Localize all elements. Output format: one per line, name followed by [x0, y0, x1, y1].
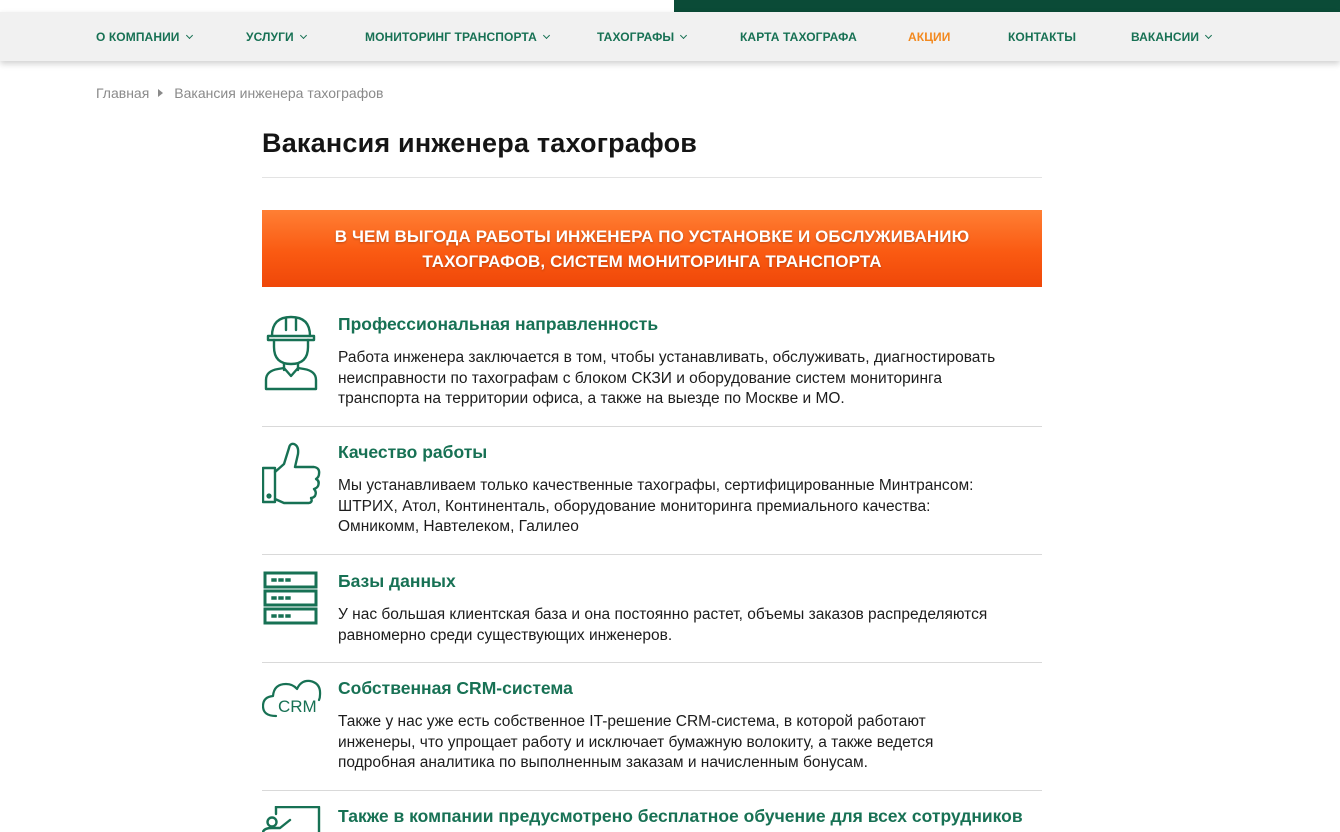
banner-line-2: ТАХОГРАФОВ, СИСТЕМ МОНИТОРИНГА ТРАНСПОРТА [422, 251, 882, 271]
breadcrumb-home-link[interactable]: Главная [96, 85, 150, 101]
feature-item [262, 442, 1042, 542]
nav-item-label: АКЦИИ [908, 29, 951, 44]
chevron-down-icon [300, 31, 307, 38]
feature-divider [262, 426, 1042, 427]
thumbs-up-icon [262, 442, 322, 522]
feature-title: Качество работы [338, 442, 488, 462]
feature-text-line: Также у нас уже есть собственное IT-решение CRM-система, в которой работают [338, 713, 926, 730]
chevron-down-icon [185, 31, 192, 38]
feature-text-line: равномерно среди существующих инженеров. [338, 626, 673, 644]
top-strip-dark [674, 0, 1340, 12]
breadcrumb [96, 84, 383, 102]
feature-title: Профессиональная направленность [338, 314, 659, 334]
feature-text-line: подробная аналитика по выполненным заказам и начисленным бонусам. [338, 754, 868, 771]
feature-text-line: У нас большая клиентская база и она постоянно растет, объемы заказов распределяются [338, 606, 988, 623]
feature-text-line: транспорта на территории офиса, а также на выезде по Москве и МО. [338, 390, 845, 407]
training-board-icon [262, 806, 322, 832]
nav-item-tachographs[interactable] [597, 12, 686, 61]
breadcrumb-current: Вакансия инженера тахографов [174, 85, 384, 101]
nav-item-promotions[interactable] [908, 12, 951, 61]
main-navigation [0, 12, 1340, 61]
feature-text-line: Омникомм, Навтелеком, Галилео [338, 518, 579, 535]
feature-description [338, 605, 1048, 646]
feature-divider [262, 554, 1042, 555]
nav-item-tachograph-card[interactable] [740, 12, 857, 61]
feature-divider [262, 790, 1042, 791]
feature-description [338, 476, 1048, 538]
nav-item-label: КАРТА ТАХОГРАФА [740, 29, 857, 44]
crm-cloud-icon [262, 678, 322, 758]
top-strip [0, 0, 1340, 12]
feature-text-line: Работа инженера заключается в том, чтобы устанавливать, обслуживать, диагностировать [338, 349, 996, 366]
breadcrumb-separator-icon [158, 89, 163, 97]
feature-text-line: инженеры, что упрощает работу и исключает бумажную волокиту, а также ведется [338, 733, 934, 751]
page-title: Вакансия инженера тахографов [262, 128, 698, 158]
nav-item-about[interactable] [96, 12, 192, 61]
benefits-banner [262, 210, 1042, 287]
nav-item-label: УСЛУГИ [246, 29, 294, 44]
feature-item [262, 806, 1042, 832]
crm-icon-text: CRM [278, 697, 317, 716]
nav-item-vacancies[interactable] [1131, 12, 1211, 61]
banner-line-1: В ЧЕМ ВЫГОДА РАБОТЫ ИНЖЕНЕРА ПО УСТАНОВКЕ И ОБСЛУЖИВАНИЮ [334, 226, 970, 246]
nav-item-label: КОНТАКТЫ [1008, 29, 1077, 44]
feature-item [262, 678, 1042, 778]
feature-text-line: Мы устанавливаем только качественные тахографы, сертифицированные Минтрансом: [338, 477, 974, 494]
nav-item-contacts[interactable] [1008, 12, 1076, 61]
feature-title: Собственная CRM-система [338, 678, 573, 698]
chevron-down-icon [543, 31, 550, 38]
feature-title: Также в компании предусмотрено бесплатное обучение для всех сотрудников [338, 806, 1023, 826]
feature-item [262, 314, 1042, 414]
nav-item-label: О КОМПАНИИ [96, 29, 180, 44]
chevron-down-icon [680, 31, 687, 38]
nav-item-monitoring[interactable] [365, 12, 549, 61]
feature-description [338, 712, 1048, 774]
feature-divider [262, 662, 1042, 663]
feature-title: Базы данных [338, 571, 456, 591]
feature-description [338, 348, 1048, 410]
title-divider [262, 177, 1042, 178]
feature-text-line: неисправности по тахографам с блоком СКЗИ и оборудование систем мониторинга [338, 369, 942, 387]
nav-item-label: МОНИТОРИНГ ТРАНСПОРТА [365, 29, 537, 44]
feature-item [262, 571, 1042, 651]
database-server-icon [262, 571, 322, 651]
chevron-down-icon [1205, 31, 1212, 38]
nav-item-label: ВАКАНСИИ [1131, 29, 1200, 44]
nav-item-label: ТАХОГРАФЫ [597, 29, 675, 44]
engineer-helmet-icon [262, 314, 322, 394]
feature-text-line: ШТРИХ, Атол, Континенталь, оборудование мониторинга премиального качества: [338, 497, 931, 515]
nav-item-services[interactable] [246, 12, 306, 61]
